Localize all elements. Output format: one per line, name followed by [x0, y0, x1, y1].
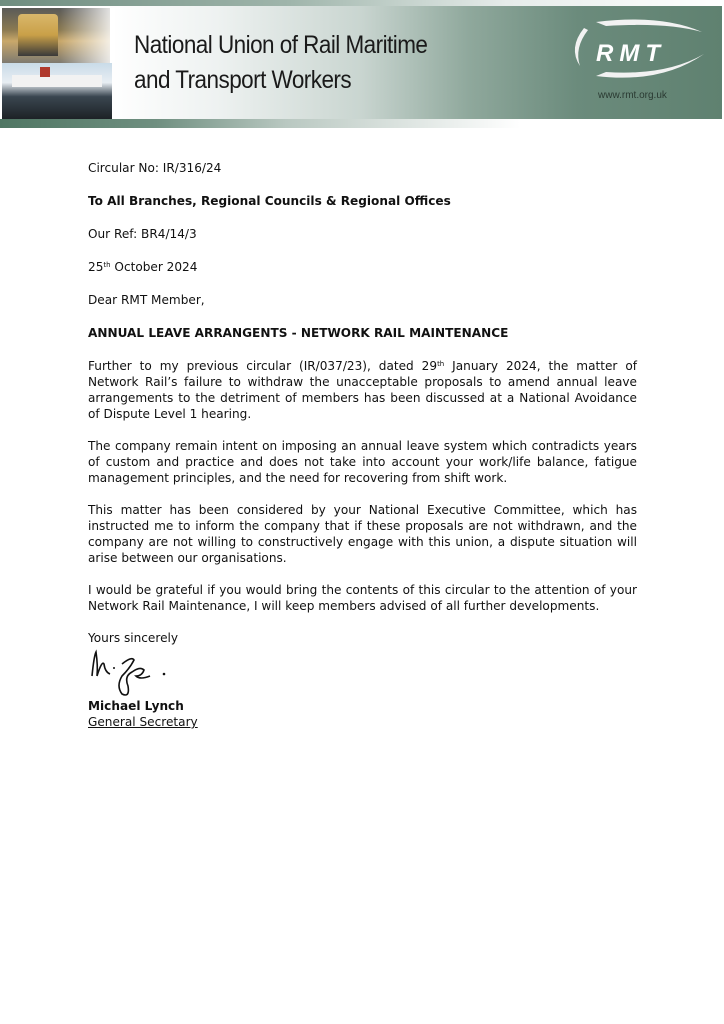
union-name-line2: and Transport Workers	[134, 66, 352, 94]
letter-date	[88, 259, 637, 275]
date-suffix: th	[103, 261, 111, 269]
banner-bottom-stripe	[0, 119, 520, 128]
subject-heading: ANNUAL LEAVE ARRANGENTS - NETWORK RAIL MAINTENANCE	[88, 326, 509, 340]
paragraph-1-sup: th	[437, 360, 445, 368]
paragraph-1	[88, 358, 637, 422]
paragraph-3: This matter has been considered by your National Executive Committee, which has instructed me to inform the company that if these proposals are not withdrawn, and the company are not willing to constructively engage with this union, a dispute situation will arise between our organisations.	[88, 503, 637, 565]
union-name	[134, 28, 427, 98]
paragraph-1-before: Further to my previous circular (IR/037/23), dated 29	[88, 359, 438, 373]
signature-icon	[88, 646, 188, 702]
ship-photo	[2, 63, 112, 119]
letterhead-banner	[0, 0, 724, 130]
website-url: www.rmt.org.uk	[598, 90, 667, 101]
rmt-logo-text: RMT	[596, 40, 666, 67]
paragraph-4: I would be grateful if you would bring the contents of this circular to the attention of your Network Rail Maintenance, I will keep members advised of all further developments.	[88, 583, 637, 613]
date-rest: October 2024	[110, 260, 198, 274]
signatory-title: General Secretary	[88, 715, 198, 729]
our-ref: Our Ref: BR4/14/3	[88, 227, 197, 241]
letter-body	[88, 160, 637, 646]
salutation: Dear RMT Member,	[88, 293, 205, 307]
paragraph-1-after: January 2024, the matter of Network Rail’s failure to withdraw the unacceptable proposals to amend annual leave arrangements to the detriment of members has been discussed at a National Avoidance of Dispute Level 1 hearing.	[88, 359, 637, 421]
signatory-name: Michael Lynch	[88, 699, 184, 713]
date-day: 25	[88, 260, 104, 274]
train-photo-fade	[60, 8, 115, 63]
closing: Yours sincerely	[88, 631, 179, 645]
addressee: To All Branches, Regional Councils & Regional Offices	[88, 194, 451, 208]
circular-number: Circular No: IR/316/24	[88, 161, 222, 175]
paragraph-2: The company remain intent on imposing an annual leave system which contradicts years of custom and practice and does not take into account your work/life balance, fatigue management principles, and the need for recovering from shift work.	[88, 439, 637, 485]
union-name-line1: National Union of Rail Maritime	[134, 31, 428, 59]
